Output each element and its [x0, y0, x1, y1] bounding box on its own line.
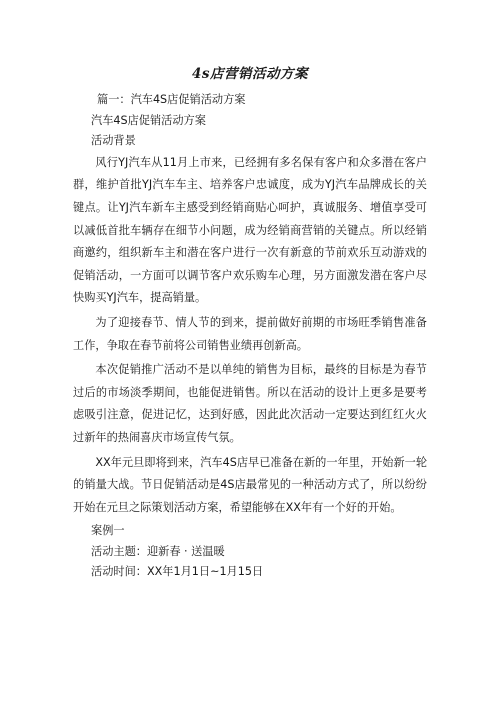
section-background-heading: 活动背景: [91, 134, 136, 148]
heading-part-one: 篇一：汽车4S店促销活动方案: [97, 93, 246, 106]
document-title: 4s店营销活动方案: [192, 66, 308, 82]
paragraph-new-year: XX年元旦即将到来，汽车4S店早已准备在新的一年里，开始新一轮的销量大战。节日促销活动是4S店最常见的一种活动方式了，所以纷纷开始在元旦之际策划活动方案，希望能够在XX年有一个好的开始。: [73, 455, 428, 514]
paragraph-background: 风行YJ汽车从11月上市来，已经拥有多名保有客户和众多潜在客户群，维护首批YJ汽车车主、培养客户忠诚度，成为YJ汽车品牌成长的关键点。让YJ汽车新车主感受到经销商贴心呵护，真诚服务、增值享受可以减低首批车辆存在细节小问题，成为经销商营销的关键点。所以经销商邀约，组织新车主和潜在客户进行一次有新意的节前欢乐互动游戏的促销活动，一方面可以调节客户欢乐购车心理，另方面激发潜在客户尽快购买YJ汽车，提高销量。: [73, 155, 427, 305]
paragraph-spring-festival: 为了迎接春节、情人节的到来，提前做好前期的市场旺季销售准备工作，争取在春节前将公司销售业绩再创新高。: [73, 315, 427, 352]
activity-time: 活动时间：XX年1月1日~1月15日: [91, 565, 264, 579]
heading-plan-title: 汽车4S店促销活动方案: [91, 113, 206, 127]
paragraph-promotion-goal: 本次促销推广活动不是以单纯的销售为目标，最终的目标是为春节过后的市场淡季期间，也能促进销售。所以在活动的设计上更多是要考虑吸引注意，促进记忆，达到好感，因此此次活动一定要达到红红火火过新年的热闹喜庆市场宣传气氛。: [73, 363, 427, 444]
activity-theme: 活动主题：迎新春 · 送温暖: [91, 544, 225, 558]
case-heading: 案例一: [91, 524, 125, 538]
